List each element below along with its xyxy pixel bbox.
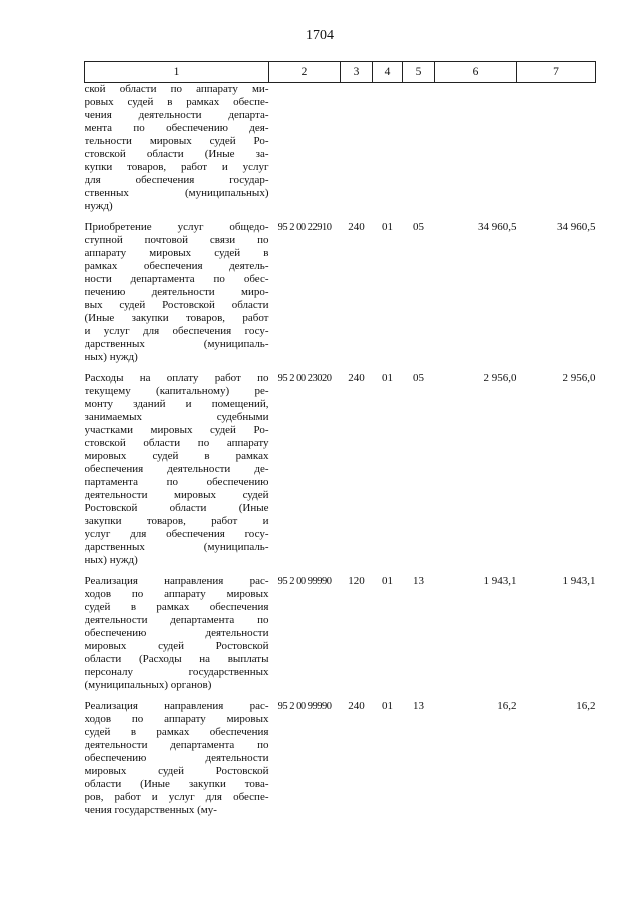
row-description <box>85 573 269 698</box>
amount-year-1 <box>435 83 517 220</box>
description-line: Расходы на оплату работ по <box>84 372 269 384</box>
description-line: дарственных (муниципаль- <box>84 541 269 553</box>
table-row <box>85 219 596 370</box>
description-line: чения государственных (му- <box>84 804 217 816</box>
expense-type-code: 240 <box>348 221 365 233</box>
amount-year-2 <box>517 83 596 220</box>
row-description <box>85 370 269 573</box>
description-line: области (Расходы на выплаты <box>84 653 269 665</box>
description-line: стовской области (Иные за- <box>84 148 269 160</box>
description-line: обеспечения деятельности де- <box>84 463 269 475</box>
description-line: обеспечению деятельности <box>84 627 269 639</box>
description-line: монту зданий и помещений, <box>84 398 269 410</box>
description-line: услуг для обеспечения госу- <box>84 528 269 540</box>
description-line: ных) нужд) <box>84 554 138 566</box>
description-line: деятельности департамента по <box>84 614 269 626</box>
description-line: ных) нужд) <box>84 351 138 363</box>
subsection-code: 05 <box>413 221 424 233</box>
amount-year-2: 34 960,5 <box>557 221 596 233</box>
budget-classification-code: 95 2 00 22910 <box>277 222 332 233</box>
page-number: 1704 <box>306 28 334 43</box>
description-line: ственных (муниципальных) <box>84 187 269 199</box>
expense-type-code: 120 <box>348 575 365 587</box>
description-line: персоналу государственных <box>84 666 269 678</box>
table-header-row <box>85 62 596 83</box>
description-line: рамках обеспечения деятель- <box>84 260 269 272</box>
budget-classification-code: 95 2 00 99990 <box>277 701 332 712</box>
description-line: ской области по аппарату ми- <box>84 83 269 95</box>
description-line: (Иные закупки товаров, работ <box>84 312 269 324</box>
description-line: мировых судей Ростовской <box>84 765 269 777</box>
row-description <box>85 698 269 823</box>
description-line: судей в рамках обеспечения <box>84 601 269 613</box>
budget-classification-code <box>269 83 341 220</box>
description-line: тельности мировых судей Ро- <box>84 135 269 147</box>
description-line: деятельности департамента по <box>84 739 269 751</box>
amount-year-1: 1 943,1 <box>483 575 517 587</box>
description-line: нужд) <box>84 200 113 212</box>
description-line: мировых судей в рамках <box>84 450 269 462</box>
description-line: мента по обеспечению дея- <box>84 122 269 134</box>
amount-year-2: 1 943,1 <box>562 575 596 587</box>
description-line: обеспечению деятельности <box>84 752 269 764</box>
description-line: ров, работ и услуг для обеспе- <box>84 791 269 803</box>
description-line: купки товаров, работ и услуг <box>84 161 269 173</box>
section-code <box>373 83 403 220</box>
table-row <box>85 370 596 573</box>
subsection-code <box>403 83 435 220</box>
description-line: Реализация направления рас- <box>84 575 269 587</box>
expense-type-code: 240 <box>348 700 365 712</box>
budget-classification-code: 95 2 00 23020 <box>277 373 332 384</box>
description-line: для обеспечения государ- <box>84 174 269 186</box>
table-row <box>85 83 596 220</box>
row-description <box>85 219 269 370</box>
subsection-code: 13 <box>413 575 424 587</box>
amount-year-1: 16,2 <box>497 700 517 712</box>
description-line: ходов по аппарату мировых <box>84 588 269 600</box>
column-header: 2 <box>269 62 341 83</box>
description-line: закупки товаров, работ и <box>84 515 269 527</box>
section-code: 01 <box>382 700 393 712</box>
description-line: Реализация направления рас- <box>84 700 269 712</box>
description-line: участками мировых судей Ро- <box>84 424 269 436</box>
section-code: 01 <box>382 221 393 233</box>
amount-year-1: 2 956,0 <box>483 372 517 384</box>
description-line: ровых судей в рамках обеспе- <box>84 96 269 108</box>
description-line: занимаемых судебными <box>84 411 269 423</box>
description-line: области (Иные закупки това- <box>84 778 269 790</box>
description-line: ности департамента по обес- <box>84 273 269 285</box>
description-line: мировых судей Ростовской <box>84 640 269 652</box>
subsection-code: 05 <box>413 372 424 384</box>
column-header: 5 <box>403 62 435 83</box>
amount-year-2: 16,2 <box>576 700 596 712</box>
expense-type-code: 240 <box>348 372 365 384</box>
description-line: вых судей Ростовской области <box>84 299 269 311</box>
description-line: партамента по обеспечению <box>84 476 269 488</box>
column-header: 6 <box>435 62 517 83</box>
row-description <box>85 83 269 220</box>
description-line: и услуг для обеспечения госу- <box>84 325 269 337</box>
section-code: 01 <box>382 575 393 587</box>
column-header: 1 <box>85 62 269 83</box>
description-line: дарственных (муниципаль- <box>84 338 269 350</box>
expense-type-code <box>341 83 373 220</box>
description-line: аппарату мировых судей в <box>84 247 269 259</box>
table-body <box>85 83 596 824</box>
section-code: 01 <box>382 372 393 384</box>
table-row <box>85 698 596 823</box>
description-line: (муниципальных) органов) <box>84 679 212 691</box>
column-header: 3 <box>341 62 373 83</box>
description-line: Ростовской области (Иные <box>84 502 269 514</box>
description-line: печению деятельности миро- <box>84 286 269 298</box>
description-line: Приобретение услуг общедо- <box>84 221 269 233</box>
description-line: деятельности мировых судей <box>84 489 269 501</box>
column-header: 4 <box>373 62 403 83</box>
subsection-code: 13 <box>413 700 424 712</box>
amount-year-1: 34 960,5 <box>478 221 517 233</box>
description-line: ходов по аппарату мировых <box>84 713 269 725</box>
description-line: судей в рамках обеспечения <box>84 726 269 738</box>
budget-classification-code: 95 2 00 99990 <box>277 576 332 587</box>
description-line: ступной почтовой связи по <box>84 234 269 246</box>
description-line: текущему (капитальному) ре- <box>84 385 269 397</box>
amount-year-2: 2 956,0 <box>562 372 596 384</box>
description-line: чения деятельности департа- <box>84 109 269 121</box>
column-header: 7 <box>517 62 596 83</box>
budget-table <box>84 61 596 823</box>
description-line: стовской области по аппарату <box>84 437 269 449</box>
table-row <box>85 573 596 698</box>
